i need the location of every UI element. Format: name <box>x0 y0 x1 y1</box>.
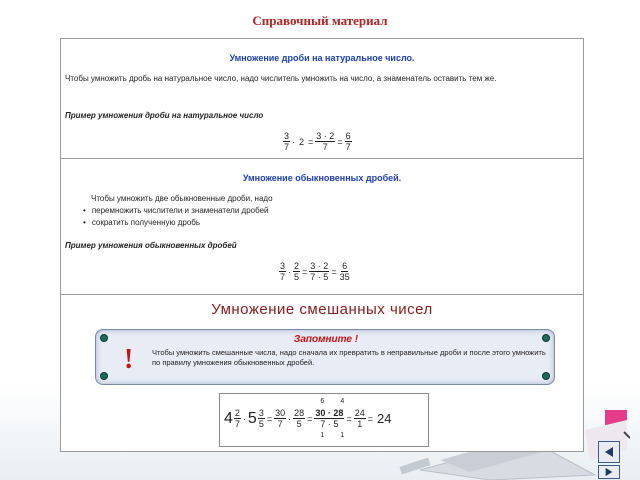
equals-sign: = <box>266 413 273 424</box>
section3-heading: Умножение смешанных чисел <box>211 301 433 318</box>
fraction: $\frac{6}{35}$ <box>339 261 350 282</box>
remember-text: Чтобы умножить смешанные числа, надо сначала их превратить в неправильные дроби и после этого умножить по правилу умножения обыкновенных дробей. <box>152 348 546 367</box>
section1-example-label: Пример умножения дроби на натуральное число <box>65 111 264 120</box>
prev-slide-button[interactable] <box>598 441 620 463</box>
cancelled-fraction <box>314 398 345 439</box>
section2-formula <box>279 261 351 282</box>
fraction: $\frac{3}{7}$ <box>284 131 290 152</box>
fraction: $\frac{3 \cdot 2}{7 \cdot 5}$ <box>310 261 329 282</box>
arrow-right-icon <box>604 467 614 477</box>
equals-sign: = <box>346 413 352 424</box>
operator: · <box>288 413 292 424</box>
cancel-mark: 1 <box>340 432 345 439</box>
exclamation-icon: ! <box>124 344 134 375</box>
whole-part: 4 <box>224 409 233 427</box>
cancel-mark: 4 <box>340 398 345 405</box>
list-item: • перемножить числители и знаменатели дробей <box>83 205 269 217</box>
equals-sign: = <box>308 136 314 147</box>
section1-rule: Чтобы умножить дробь на натуральное число, надо числитель умножить на число, а знаменатель оставить тем же. <box>65 74 497 83</box>
list-item: • сократить полученную дробь <box>83 217 269 229</box>
operator: · <box>292 136 296 147</box>
operator: · <box>288 266 292 277</box>
fraction: $\frac{6}{7}$ <box>345 131 351 152</box>
cancel-mark: 1 <box>320 432 325 439</box>
section-mixed-numbers <box>61 295 583 451</box>
fraction: $\frac{30}{7}$ <box>275 408 286 429</box>
fraction: $\frac{3 \cdot 2}{7}$ <box>316 131 335 152</box>
fraction: $\frac{28}{5}$ <box>294 408 305 429</box>
section2-example-label: Пример умножения обыкновенных дробей <box>65 241 237 250</box>
reference-frame <box>60 38 584 452</box>
section-fraction-by-natural <box>61 39 583 159</box>
page-title: Справочный материал <box>252 13 388 28</box>
section1-formula <box>283 131 352 152</box>
remember-title: Запомните ! <box>293 334 359 345</box>
mixed-number-example <box>219 393 429 447</box>
fraction: $\frac{3}{5}$ <box>258 408 264 429</box>
remember-note <box>95 329 555 385</box>
result-value: 24 <box>376 411 392 426</box>
equals-sign: = <box>367 413 373 424</box>
section3-formula <box>224 398 392 439</box>
arrow-left-icon <box>603 446 615 458</box>
section2-heading: Умножение обыкновенных дробей. <box>242 173 402 183</box>
fraction: $\frac{24}{1}$ <box>354 408 365 429</box>
fraction: $\frac{2}{7}$ <box>234 408 240 429</box>
cancel-mark: 6 <box>320 398 325 405</box>
next-slide-button[interactable] <box>598 465 620 479</box>
pin-icon <box>100 372 108 380</box>
equals-sign: = <box>302 266 308 277</box>
fraction: $\frac{30 \cdot 28}{7 \cdot 5}$ <box>315 408 344 429</box>
pin-icon <box>542 372 550 380</box>
whole-part: 5 <box>247 409 257 427</box>
number: 2 <box>299 136 305 147</box>
section-common-fractions <box>61 159 583 295</box>
section2-bullet-list <box>83 205 269 229</box>
fraction: $\frac{2}{5}$ <box>294 261 300 282</box>
fraction: $\frac{3}{7}$ <box>280 261 286 282</box>
section1-heading: Умножение дроби на натуральное число. <box>229 53 415 63</box>
equals-sign: = <box>337 136 343 147</box>
operator: · <box>242 413 246 424</box>
equals-sign: = <box>307 413 313 424</box>
section2-intro: Чтобы умножить две обыкновенные дроби, надо <box>91 194 273 203</box>
equals-sign: = <box>331 266 337 277</box>
